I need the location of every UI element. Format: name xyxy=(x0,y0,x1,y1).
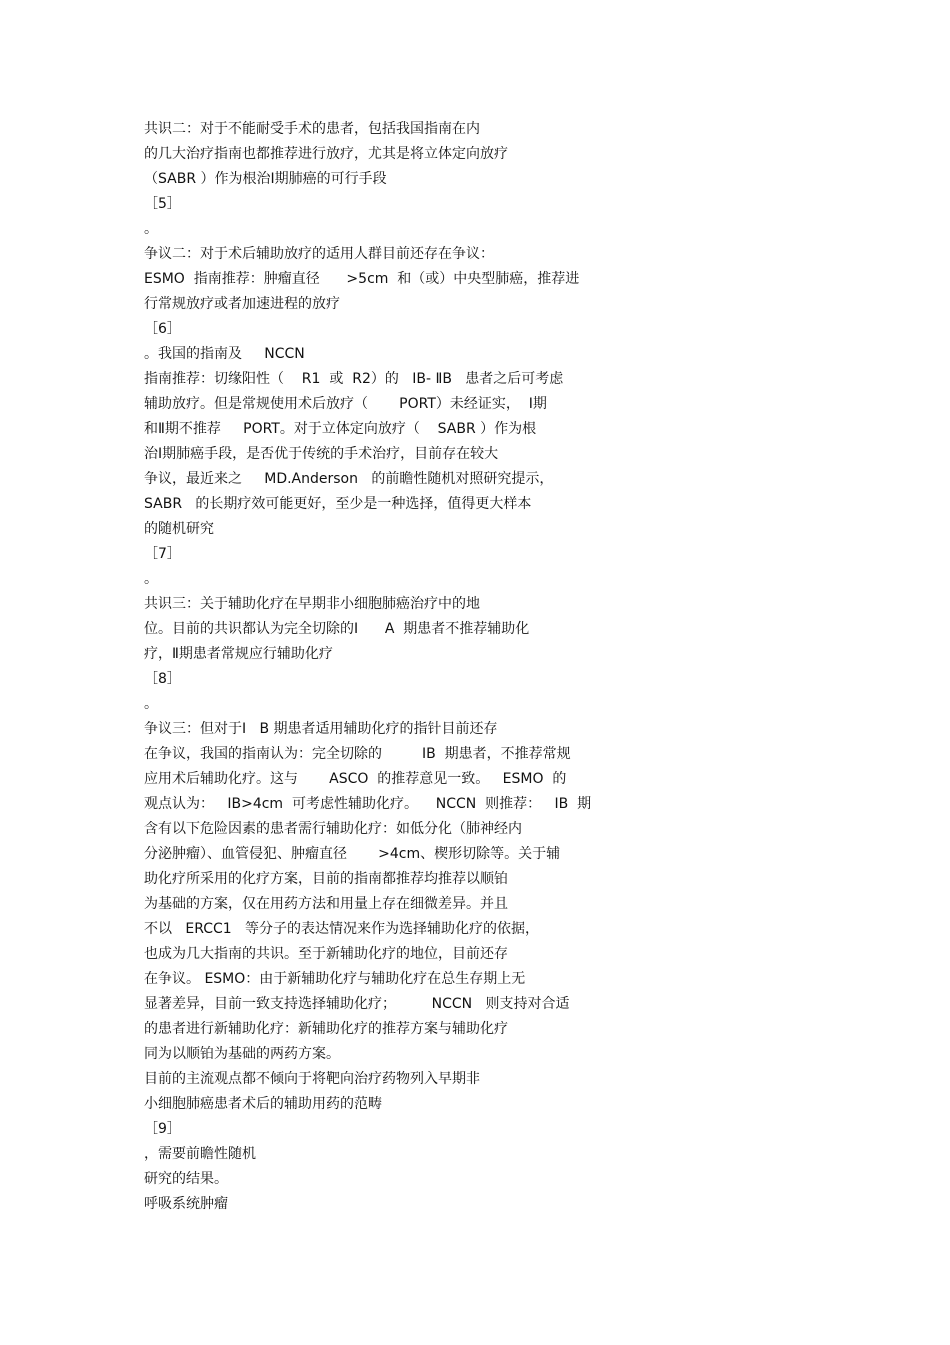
text-line: 。 xyxy=(144,571,158,587)
document-body xyxy=(144,117,624,1217)
text-line: 的几大治疗指南也都推荐进行放疗，尤其是将立体定向放疗 xyxy=(144,146,508,162)
citation-marker: ［5］ xyxy=(144,196,181,212)
text-line: 位。目前的共识都认为完全切除的Ⅰ A 期患者不推荐辅助化 xyxy=(144,621,530,637)
text-line: 。我国的指南及 NCCN xyxy=(144,346,305,362)
text-line: 治Ⅰ期肺癌手段，是否优于传统的手术治疗，目前存在较大 xyxy=(144,446,499,462)
citation-marker: ［9］ xyxy=(144,1121,181,1137)
text-line: 。 xyxy=(144,221,158,237)
text-line: 在争议。 ESMO：由于新辅助化疗与辅助化疗在总生存期上无 xyxy=(144,971,526,987)
text-line: 疗，Ⅱ期患者常规应行辅助化疗 xyxy=(144,646,333,662)
text-line: 观点认为： IB>4cm 可考虑性辅助化疗。 NCCN 则推荐： IB 期 xyxy=(144,796,592,812)
text-line: ，需要前瞻性随机 xyxy=(144,1146,256,1162)
text-line: 在争议，我国的指南认为：完全切除的 IB 期患者，不推荐常规 xyxy=(144,746,571,762)
text-line: （SABR ）作为根治Ⅰ期肺癌的可行手段 xyxy=(144,171,387,187)
text-line: 助化疗所采用的化疗方案，目前的指南都推荐均推荐以顺铂 xyxy=(144,871,508,887)
citation-marker: ［8］ xyxy=(144,671,181,687)
text-line: 的患者进行新辅助化疗：新辅助化疗的推荐方案与辅助化疗 xyxy=(144,1021,508,1037)
text-line: 争议二：对于术后辅助放疗的适用人群目前还存在争议： xyxy=(144,246,494,262)
text-line: 共识三：关于辅助化疗在早期非小细胞肺癌治疗中的地 xyxy=(144,596,480,612)
text-line: 指南推荐：切缘阳性（ R1 或 R2）的 IB- ⅡB 患者之后可考虑 xyxy=(144,371,564,387)
text-line: 目前的主流观点都不倾向于将靶向治疗药物列入早期非 xyxy=(144,1071,480,1087)
text-line: 不以 ERCC1 等分子的表达情况来作为选择辅助化疗的依据， xyxy=(144,921,540,937)
text-line: 也成为几大指南的共识。至于新辅助化疗的地位，目前还存 xyxy=(144,946,508,962)
text-line: 应用术后辅助化疗。这与 ASCO 的推荐意见一致。 ESMO 的 xyxy=(144,771,567,787)
text-line: 行常规放疗或者加速进程的放疗 xyxy=(144,296,340,312)
text-line: 同为以顺铂为基础的两药方案。 xyxy=(144,1046,340,1062)
text-line: 研究的结果。 xyxy=(144,1171,228,1187)
text-line: SABR 的长期疗效可能更好，至少是一种选择，值得更大样本 xyxy=(144,496,532,512)
citation-marker: ［6］ xyxy=(144,321,181,337)
text-line: 辅助放疗。但是常规使用术后放疗（ PORT）未经证实， Ⅰ期 xyxy=(144,396,547,412)
text-line: 争议，最近来之 MD.Anderson 的前瞻性随机对照研究提示， xyxy=(144,471,554,487)
text-line: 的随机研究 xyxy=(144,521,214,537)
text-line: 共识二：对于不能耐受手术的患者，包括我国指南在内 xyxy=(144,121,480,137)
text-line: 。 xyxy=(144,696,158,712)
text-line: ESMO 指南推荐：肿瘤直径 >5cm 和（或）中央型肺癌，推荐进 xyxy=(144,271,580,287)
text-line: 为基础的方案，仅在用药方法和用量上存在细微差异。并且 xyxy=(144,896,508,912)
text-line: 争议三：但对于Ⅰ B 期患者适用辅助化疗的指针目前还存 xyxy=(144,721,498,737)
section-footer: 呼吸系统肿瘤 xyxy=(144,1196,228,1212)
text-line: 小细胞肺癌患者术后的辅助用药的范畴 xyxy=(144,1096,382,1112)
text-line: 分泌肿瘤）、血管侵犯、肿瘤直径 >4cm、楔形切除等。关于辅 xyxy=(144,846,561,862)
text-line: 和Ⅱ期不推荐 PORT。对于立体定向放疗（ SABR ）作为根 xyxy=(144,421,537,437)
text-line: 含有以下危险因素的患者需行辅助化疗：如低分化（肺神经内 xyxy=(144,821,522,837)
citation-marker: ［7］ xyxy=(144,546,181,562)
text-line: 显著差异，目前一致支持选择辅助化疗； NCCN 则支持对合适 xyxy=(144,996,570,1012)
